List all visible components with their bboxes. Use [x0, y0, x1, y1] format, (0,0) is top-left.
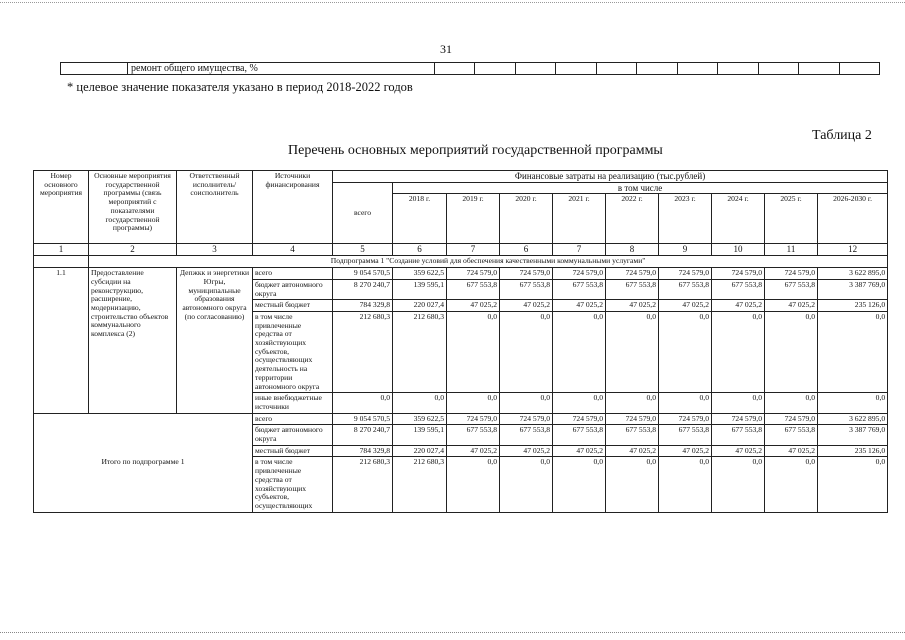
column-number: 11	[765, 244, 818, 256]
amount-cell: 47 025,2	[712, 445, 765, 457]
funding-source: бюджет автономного округа	[253, 279, 333, 299]
amount-cell: 0,0	[447, 393, 500, 413]
column-number: 6	[500, 244, 553, 256]
amount-cell: 724 579,0	[500, 268, 553, 280]
column-number: 2	[89, 244, 177, 256]
amount-cell: 8 270 240,7	[333, 425, 393, 445]
funding-source: в том числе привлеченные средства от хозяйствующих субъектов, осуществляющих деятельность на территории автономного округа	[253, 311, 333, 392]
amount-cell: 0,0	[712, 457, 765, 512]
amount-cell: 0,0	[606, 457, 659, 512]
header-including: в том числе	[393, 182, 888, 194]
amount-cell: 724 579,0	[447, 413, 500, 425]
amount-cell: 677 553,8	[553, 425, 606, 445]
document-title: Перечень основных мероприятий государственной программы	[288, 143, 663, 158]
amount-cell: 212 680,3	[333, 457, 393, 512]
amount-cell: 139 595,1	[393, 279, 447, 299]
amount-cell: 0,0	[659, 457, 712, 512]
funding-source: всего	[253, 413, 333, 425]
amount-cell: 724 579,0	[765, 413, 818, 425]
amount-cell: 0,0	[553, 457, 606, 512]
amount-cell: 47 025,2	[659, 300, 712, 312]
header-year: 2023 г.	[659, 194, 712, 244]
column-number: 3	[177, 244, 253, 256]
amount-cell: 0,0	[500, 457, 553, 512]
itogo-section	[34, 413, 888, 512]
column-number: 5	[333, 244, 393, 256]
amount-cell: 0,0	[765, 457, 818, 512]
amount-cell: 47 025,2	[606, 445, 659, 457]
amount-cell: 212 680,3	[393, 457, 447, 512]
amount-cell: 212 680,3	[393, 311, 447, 392]
amount-cell: 0,0	[765, 393, 818, 413]
amount-cell: 0,0	[553, 393, 606, 413]
amount-cell: 724 579,0	[447, 268, 500, 280]
amount-cell: 47 025,2	[500, 445, 553, 457]
column-number: 7	[553, 244, 606, 256]
header-year: 2018 г.	[393, 194, 447, 244]
header-responsible: Ответственный исполнитель/ соисполнитель	[177, 171, 253, 244]
amount-cell: 235 126,0	[818, 300, 888, 312]
amount-cell: 677 553,8	[553, 279, 606, 299]
column-number: 9	[659, 244, 712, 256]
amount-cell: 0,0	[712, 393, 765, 413]
table-row	[34, 413, 888, 425]
amount-cell: 677 553,8	[447, 279, 500, 299]
amount-cell: 220 027,4	[393, 300, 447, 312]
header-total: всего	[333, 182, 393, 244]
amount-cell: 0,0	[659, 393, 712, 413]
header-year: 2019 г.	[447, 194, 500, 244]
amount-cell: 0,0	[500, 393, 553, 413]
itogo-label: Итого по подпрограмме 1	[34, 413, 253, 512]
amount-cell: 677 553,8	[606, 279, 659, 299]
amount-cell: 3 622 895,0	[818, 413, 888, 425]
amount-cell: 212 680,3	[333, 311, 393, 392]
amount-cell: 47 025,2	[447, 445, 500, 457]
amount-cell: 359 622,5	[393, 268, 447, 280]
amount-cell: 724 579,0	[659, 413, 712, 425]
table-label: Таблица 2	[812, 128, 872, 143]
amount-cell: 220 027,4	[393, 445, 447, 457]
header-sources: Источники финансирования	[253, 171, 333, 244]
amount-cell: 0,0	[765, 311, 818, 392]
amount-cell: 0,0	[659, 311, 712, 392]
amount-cell: 724 579,0	[606, 268, 659, 280]
column-number: 4	[253, 244, 333, 256]
activity-number: 1.1	[34, 268, 89, 414]
previous-table-fragment	[60, 62, 880, 75]
amount-cell: 724 579,0	[553, 268, 606, 280]
amount-cell: 724 579,0	[500, 413, 553, 425]
amount-cell: 0,0	[606, 393, 659, 413]
amount-cell: 0,0	[447, 311, 500, 392]
amount-cell: 0,0	[818, 393, 888, 413]
funding-source: иные внебюджетные источники	[253, 393, 333, 413]
amount-cell: 0,0	[818, 311, 888, 392]
activity-responsible: Депжкк и энергетики Югры, муниципальные образования автономного округа (по согласованию)	[177, 268, 253, 414]
amount-cell: 9 054 570,5	[333, 268, 393, 280]
amount-cell: 0,0	[606, 311, 659, 392]
scan-edge-top	[0, 2, 905, 3]
amount-cell: 677 553,8	[447, 425, 500, 445]
amount-cell: 677 553,8	[500, 279, 553, 299]
column-number: 7	[447, 244, 500, 256]
amount-cell: 47 025,2	[712, 300, 765, 312]
activities-table	[33, 170, 888, 513]
amount-cell: 724 579,0	[553, 413, 606, 425]
header-year: 2022 г.	[606, 194, 659, 244]
amount-cell: 139 595,1	[393, 425, 447, 445]
amount-cell: 677 553,8	[659, 425, 712, 445]
amount-cell: 0,0	[818, 457, 888, 512]
amount-cell: 0,0	[333, 393, 393, 413]
column-number: 6	[393, 244, 447, 256]
amount-cell: 47 025,2	[606, 300, 659, 312]
column-number: 10	[712, 244, 765, 256]
amount-cell: 0,0	[553, 311, 606, 392]
funding-source: в том числе привлеченные средства от хозяйствующих субъектов, осуществляющих	[253, 457, 333, 512]
column-number: 12	[818, 244, 888, 256]
amount-cell: 0,0	[712, 311, 765, 392]
funding-source: местный бюджет	[253, 445, 333, 457]
header-year: 2026-2030 г.	[818, 194, 888, 244]
amount-cell: 47 025,2	[553, 445, 606, 457]
funding-source: всего	[253, 268, 333, 280]
header-number: Номер основного мероприятия	[34, 171, 89, 244]
amount-cell: 677 553,8	[500, 425, 553, 445]
amount-cell: 8 270 240,7	[333, 279, 393, 299]
page-number: 31	[440, 42, 452, 56]
amount-cell: 724 579,0	[659, 268, 712, 280]
amount-cell: 677 553,8	[765, 279, 818, 299]
amount-cell: 3 387 769,0	[818, 279, 888, 299]
amount-cell: 235 126,0	[818, 445, 888, 457]
column-number: 8	[606, 244, 659, 256]
amount-cell: 784 329,8	[333, 445, 393, 457]
header-year: 2024 г.	[712, 194, 765, 244]
amount-cell: 47 025,2	[765, 445, 818, 457]
amount-cell: 677 553,8	[606, 425, 659, 445]
amount-cell: 3 622 895,0	[818, 268, 888, 280]
amount-cell: 47 025,2	[447, 300, 500, 312]
header-costs: Финансовые затраты на реализацию (тыс.рублей)	[333, 171, 888, 183]
header-year: 2020 г.	[500, 194, 553, 244]
amount-cell: 0,0	[447, 457, 500, 512]
activity-section	[34, 268, 888, 414]
amount-cell: 0,0	[500, 311, 553, 392]
footnote: * целевое значение показателя указано в период 2018-2022 годов	[67, 80, 413, 94]
amount-cell: 0,0	[393, 393, 447, 413]
funding-source: бюджет автономного округа	[253, 425, 333, 445]
amount-cell: 677 553,8	[712, 425, 765, 445]
amount-cell: 724 579,0	[712, 413, 765, 425]
amount-cell: 724 579,0	[606, 413, 659, 425]
amount-cell: 724 579,0	[765, 268, 818, 280]
amount-cell: 784 329,8	[333, 300, 393, 312]
amount-cell: 677 553,8	[659, 279, 712, 299]
scan-edge-bottom	[0, 632, 905, 633]
table-row	[34, 268, 888, 280]
amount-cell: 9 054 570,5	[333, 413, 393, 425]
amount-cell: 47 025,2	[553, 300, 606, 312]
header-year: 2025 г.	[765, 194, 818, 244]
column-number: 1	[34, 244, 89, 256]
amount-cell: 3 387 769,0	[818, 425, 888, 445]
header-activity: Основные мероприятия государственной программы (связь мероприятий с показателями государственной программы)	[89, 171, 177, 244]
amount-cell: 677 553,8	[712, 279, 765, 299]
funding-source: местный бюджет	[253, 300, 333, 312]
subprogram-title: Подпрограмма 1 "Создание условий для обеспечения качественными коммунальными услугами"	[89, 256, 888, 268]
amount-cell: 47 025,2	[659, 445, 712, 457]
top-table-row-label: ремонт общего имущества, %	[128, 63, 435, 75]
header-year: 2021 г.	[553, 194, 606, 244]
amount-cell: 677 553,8	[765, 425, 818, 445]
amount-cell: 47 025,2	[765, 300, 818, 312]
amount-cell: 47 025,2	[500, 300, 553, 312]
activity-name: Предоставление субсидии на реконструкцию, расширение, модернизацию, строительство объектов коммунального комплекса (2)	[89, 268, 177, 414]
amount-cell: 724 579,0	[712, 268, 765, 280]
amount-cell: 359 622,5	[393, 413, 447, 425]
